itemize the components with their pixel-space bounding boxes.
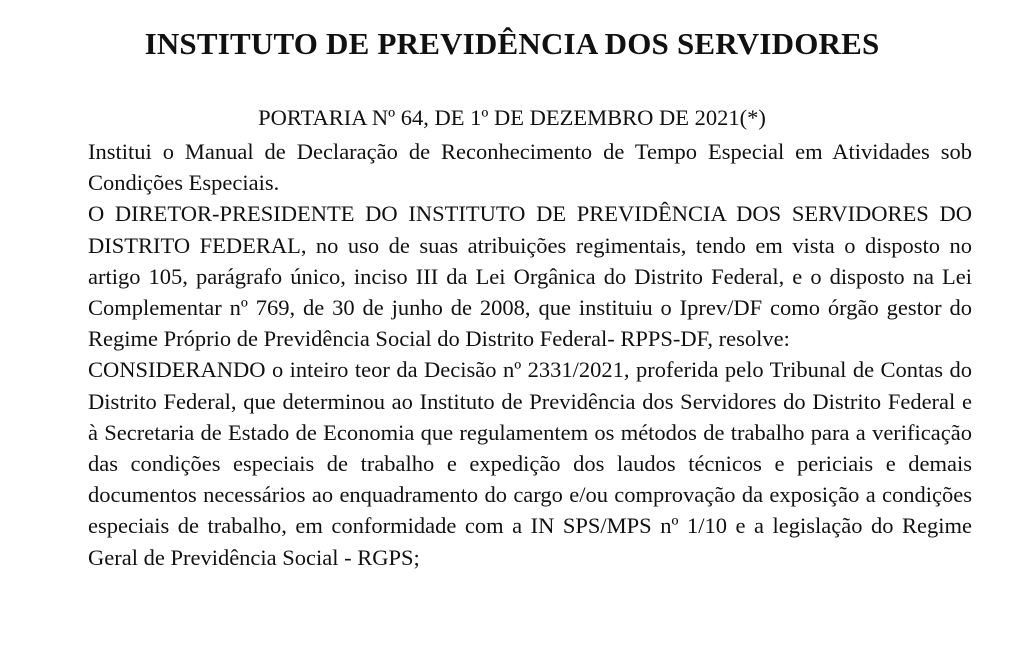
considering-paragraph: CONSIDERANDO o inteiro teor da Decisão nº 2331/2021, proferida pelo Tribunal de Contas do Distrito Federal, que determinou ao Instituto de Previdência dos Servidores do Distrito Federal e à Secretaria de Estado de Economia que regulamentem os métodos de trabalho para a verificação das condições especiais de trabalho e expedição dos laudos técnicos e periciais e demais documentos necessários ao enquadramento do cargo e/ou comprovação da exposição a condições especiais de trabalho, em conformidade com a IN SPS/MPS nº 1/10 e a legislação do Regime Geral de Previdência Social - RGPS; — [88, 357, 972, 570]
preamble-paragraph: O DIRETOR-PRESIDENTE DO INSTITUTO DE PREVIDÊNCIA DOS SERVIDORES DO DISTRITO FEDERAL, no uso de suas atribuições regimentais, tendo em vista o disposto no artigo 105, parágrafo único, inciso III da Lei Orgânica do Distrito Federal, e o disposto na Lei Complementar nº 769, de 30 de junho de 2008, que instituiu o Iprev/DF como órgão gestor do Regime Próprio de Previdência Social do Distrito Federal- RPPS-DF, resolve: — [88, 201, 972, 352]
ordinance-title: PORTARIA Nº 64, DE 1º DE DEZEMBRO DE 2021(*) — [258, 105, 766, 130]
summary-paragraph: Institui o Manual de Declaração de Reconhecimento de Tempo Especial em Atividades sob Condições Especiais. — [88, 139, 972, 196]
document-body — [88, 136, 972, 573]
organization-heading: INSTITUTO DE PREVIDÊNCIA DOS SERVIDORES — [144, 26, 880, 61]
